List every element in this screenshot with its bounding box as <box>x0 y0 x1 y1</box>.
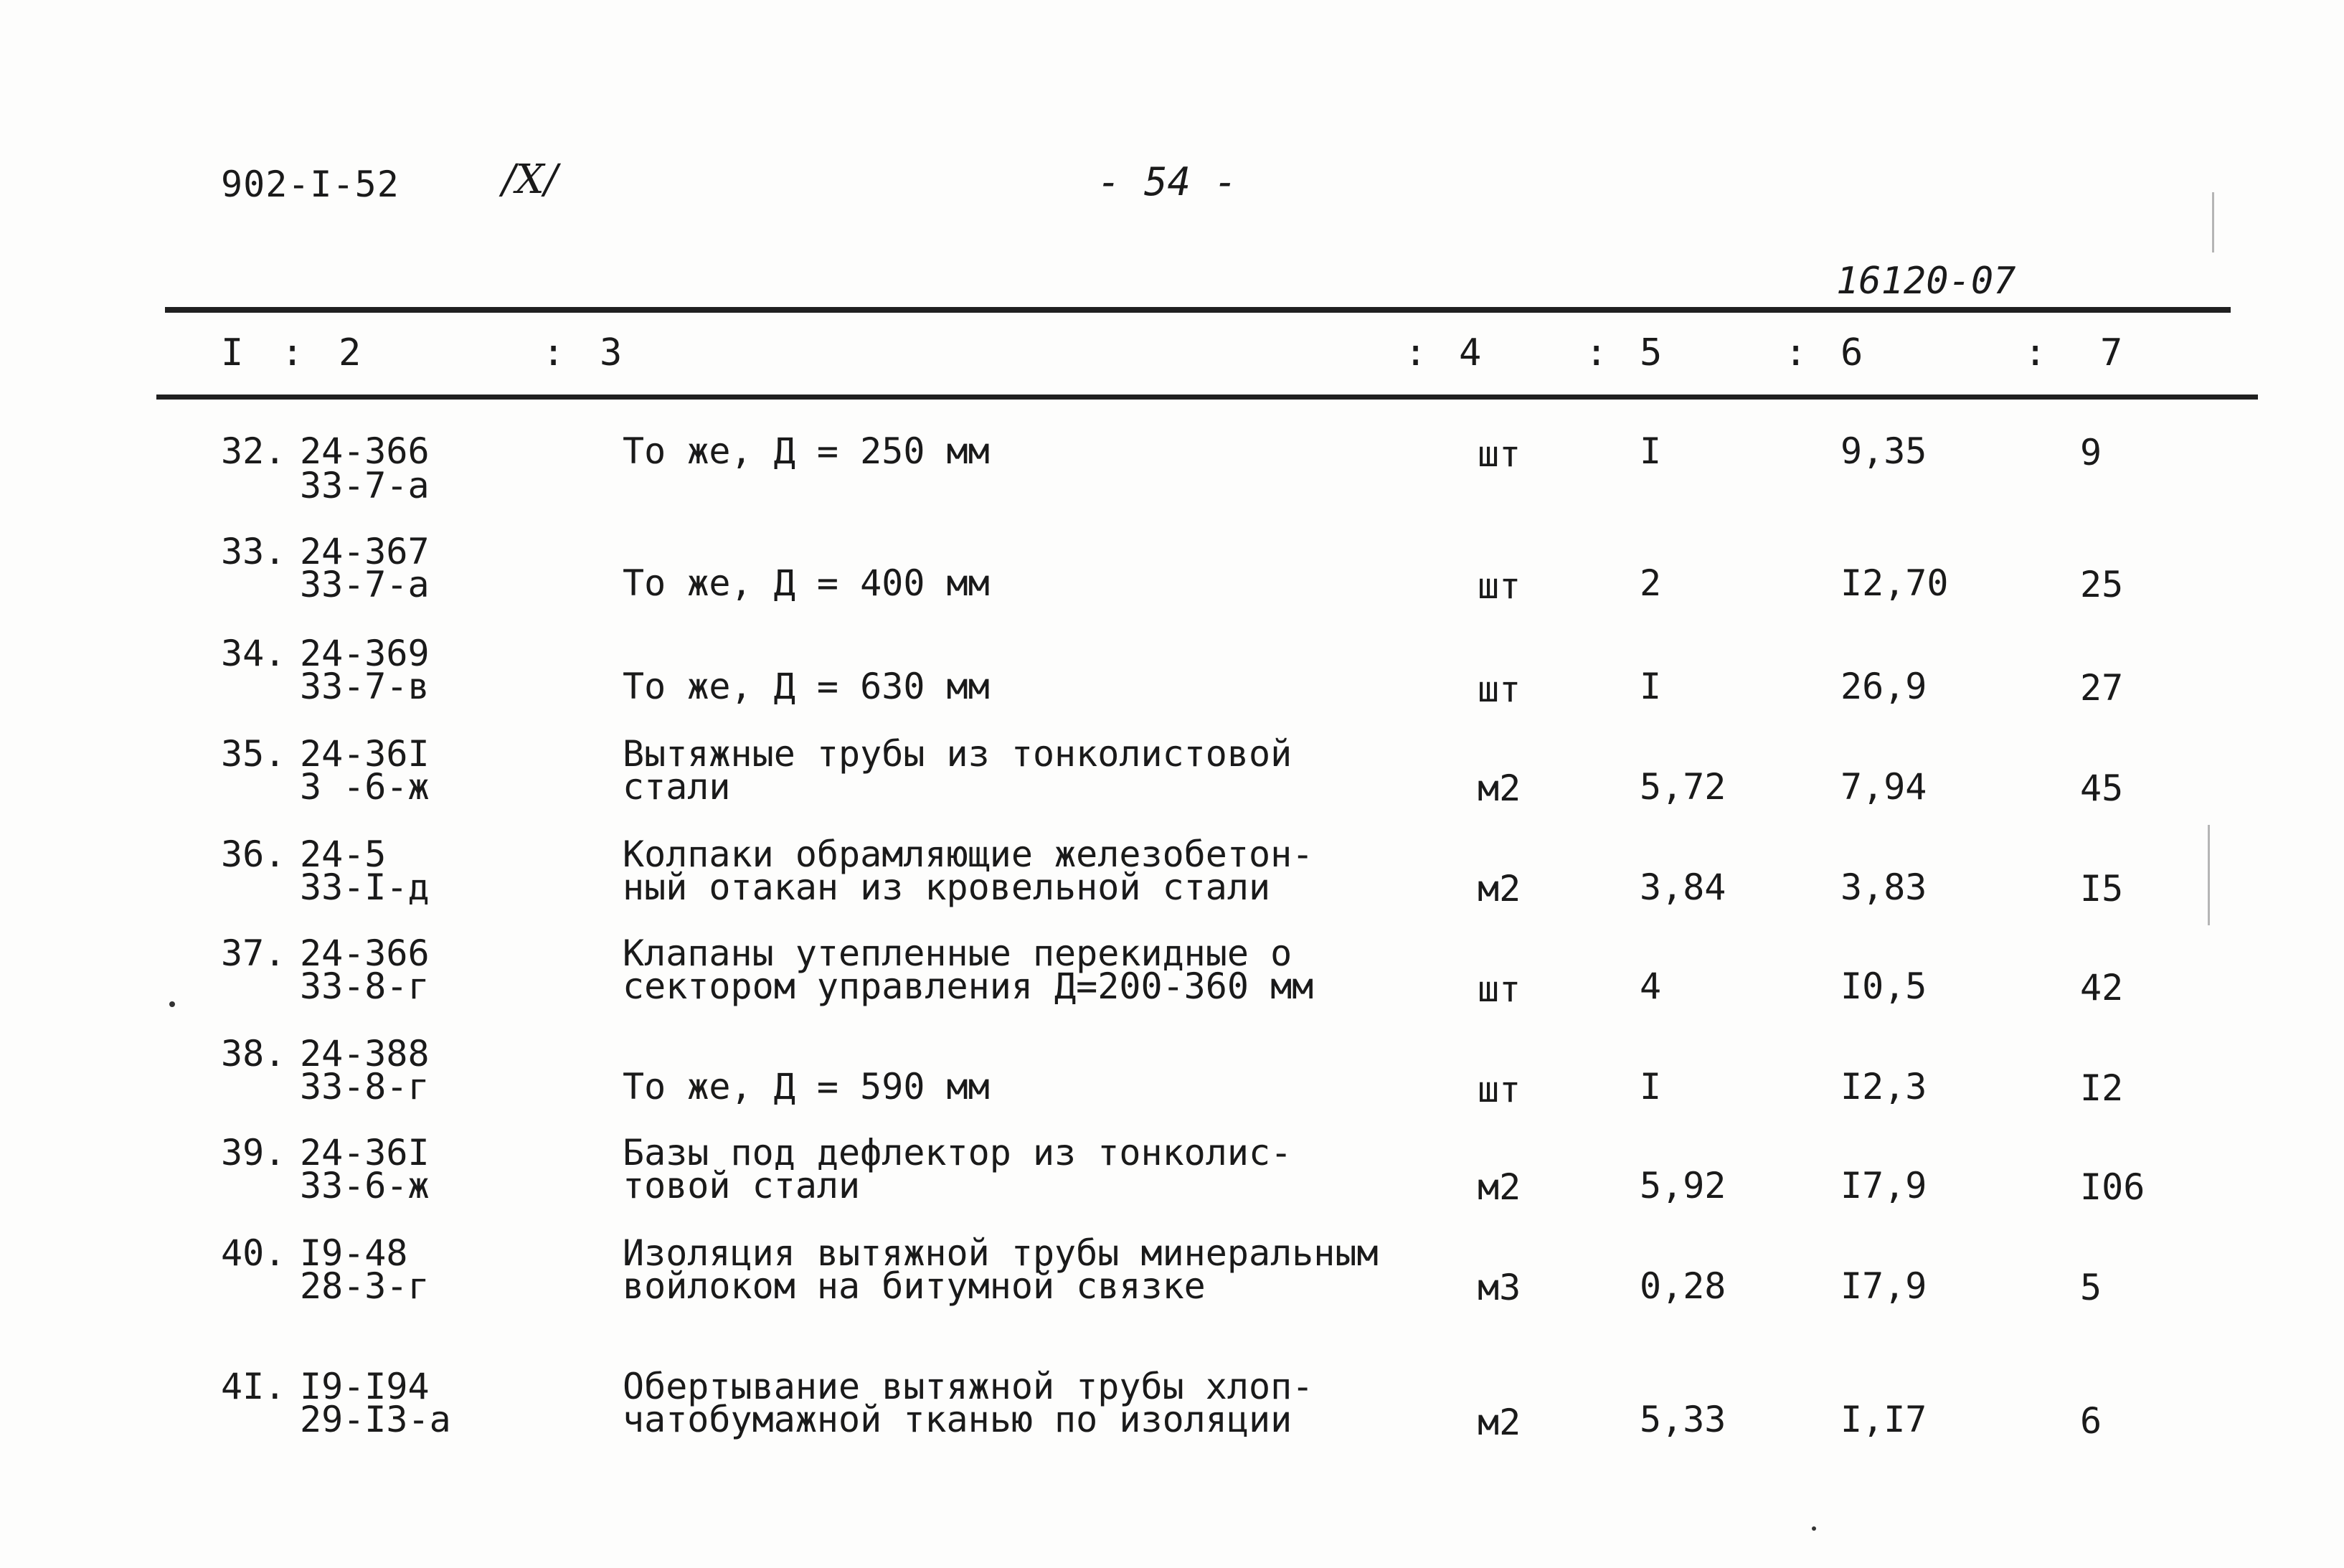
table-header-rule <box>156 395 2258 400</box>
row-number: 33. <box>221 531 286 572</box>
description-line-1: Базы под дефлектор из тонколис- <box>623 1132 1292 1173</box>
norm-subcode: 33-8-г <box>300 1066 430 1107</box>
scan-artifact-line <box>2208 825 2210 925</box>
column-separator: : <box>2024 331 2047 374</box>
quantity: 5,72 <box>1640 766 1726 808</box>
total: 25 <box>2080 564 2124 605</box>
table-top-rule <box>165 307 2231 313</box>
row-number: 34. <box>221 633 286 674</box>
description-line-1: Обертывание вытяжной трубы хлоп- <box>623 1366 1314 1407</box>
row-number: 37. <box>221 932 286 974</box>
total: 9 <box>2080 432 2102 473</box>
total: 45 <box>2080 768 2124 809</box>
description-line-2: То же, Д = 400 мм <box>623 562 990 604</box>
unit: м2 <box>1478 768 1521 809</box>
total: 5 <box>2080 1267 2102 1308</box>
description-line-2: войлоком на битумной связке <box>623 1265 1206 1307</box>
page-number: - 54 - <box>1097 159 1238 204</box>
reference-number: 16120-07 <box>1836 260 2016 303</box>
column-separator: : <box>1585 331 1608 374</box>
norm-subcode: 33-8-г <box>300 965 430 1007</box>
quantity: I <box>1640 1066 1662 1107</box>
unit-price: 26,9 <box>1840 666 1927 707</box>
norm-subcode: 33-I-д <box>300 866 430 908</box>
norm-code: I9-48 <box>300 1232 408 1274</box>
unit: м2 <box>1478 1166 1521 1208</box>
row-number: 40. <box>221 1232 286 1274</box>
quantity: 5,92 <box>1640 1165 1726 1206</box>
norm-code: 24-366 <box>300 932 430 974</box>
norm-code: 24-369 <box>300 633 430 674</box>
total: I06 <box>2080 1166 2145 1208</box>
description-line-1: Колпаки обрамляющие железобетон- <box>623 833 1314 875</box>
norm-code: 24-388 <box>300 1033 430 1075</box>
description-line-2: То же, Д = 590 мм <box>623 1066 990 1107</box>
document-code: 902-I-52 <box>221 164 400 205</box>
column-separator: : <box>542 331 565 374</box>
quantity: I <box>1640 430 1662 472</box>
unit: м2 <box>1478 1402 1521 1443</box>
norm-subcode: 33-7-а <box>300 564 430 605</box>
scan-speck <box>1812 1526 1816 1531</box>
unit-price: I2,70 <box>1840 562 1949 604</box>
description-line-2: чатобумажной тканью по изоляции <box>623 1399 1292 1440</box>
column-separator: : <box>281 331 304 374</box>
unit: шт <box>1478 968 1521 1010</box>
unit: шт <box>1478 565 1521 607</box>
norm-subcode: 28-3-г <box>300 1265 430 1307</box>
norm-code: 24-366 <box>300 430 430 472</box>
quantity: 5,33 <box>1640 1399 1726 1440</box>
norm-code: I9-I94 <box>300 1366 430 1407</box>
quantity: I <box>1640 666 1662 707</box>
unit-price: I,I7 <box>1840 1399 1927 1440</box>
description-line-1: Клапаны утепленные перекидные о <box>623 932 1292 974</box>
handwritten-mark: /X/ <box>502 156 558 203</box>
description-line-2: ный отакан из кровельной стали <box>623 866 1271 908</box>
norm-code: 24-36I <box>300 1132 430 1173</box>
unit-price: I7,9 <box>1840 1265 1927 1307</box>
norm-code: 24-367 <box>300 531 430 572</box>
total: I2 <box>2080 1067 2124 1109</box>
row-number: 39. <box>221 1132 286 1173</box>
unit: шт <box>1478 433 1521 475</box>
column-header-7: 7 <box>2100 331 2123 374</box>
description-line-1: Изоляция вытяжной трубы минеральным <box>623 1232 1379 1274</box>
total: I5 <box>2080 868 2124 910</box>
column-separator: : <box>1785 331 1807 374</box>
quantity: 2 <box>1640 562 1662 604</box>
quantity: 3,84 <box>1640 866 1726 908</box>
total: 27 <box>2080 667 2124 709</box>
unit-price: 7,94 <box>1840 766 1927 808</box>
description-line-1: То же, Д = 250 мм <box>623 430 990 472</box>
unit-price: I2,3 <box>1840 1066 1927 1107</box>
total: 6 <box>2080 1400 2102 1442</box>
column-header-3: 3 <box>600 331 623 374</box>
row-number: 36. <box>221 833 286 875</box>
row-number: 32. <box>221 430 286 472</box>
column-header-5: 5 <box>1640 331 1663 374</box>
norm-subcode: 29-I3-а <box>300 1399 451 1440</box>
unit: шт <box>1478 669 1521 710</box>
column-header-6: 6 <box>1840 331 1863 374</box>
description-line-2: товой стали <box>623 1165 861 1206</box>
row-number: 35. <box>221 733 286 775</box>
column-header-2: 2 <box>339 331 361 374</box>
row-number: 38. <box>221 1033 286 1075</box>
unit: шт <box>1478 1069 1521 1110</box>
norm-subcode: 33-6-ж <box>300 1165 430 1206</box>
norm-subcode: 33-7-в <box>300 666 430 707</box>
norm-subcode: 33-7-а <box>300 465 430 506</box>
column-header-4: 4 <box>1459 331 1482 374</box>
description-line-2: стали <box>623 766 731 808</box>
column-separator: : <box>1404 331 1427 374</box>
quantity: 0,28 <box>1640 1265 1726 1307</box>
unit-price: 3,83 <box>1840 866 1927 908</box>
scan-speck <box>169 1001 175 1007</box>
description-line-2: То же, Д = 630 мм <box>623 666 990 707</box>
unit-price: I7,9 <box>1840 1165 1927 1206</box>
description-line-2: сектором управления Д=200-360 мм <box>623 965 1314 1007</box>
unit: м3 <box>1478 1267 1521 1308</box>
norm-subcode: 3 -6-ж <box>300 766 430 808</box>
scan-artifact-line <box>2212 192 2214 252</box>
unit-price: I0,5 <box>1840 965 1927 1007</box>
column-header-1: I <box>221 331 244 374</box>
unit-price: 9,35 <box>1840 430 1927 472</box>
row-number: 4I. <box>221 1366 286 1407</box>
total: 42 <box>2080 967 2124 1009</box>
norm-code: 24-5 <box>300 833 387 875</box>
norm-code: 24-36I <box>300 733 430 775</box>
unit: м2 <box>1478 868 1521 910</box>
description-line-1: Вытяжные трубы из тонколистовой <box>623 733 1292 775</box>
quantity: 4 <box>1640 965 1662 1007</box>
